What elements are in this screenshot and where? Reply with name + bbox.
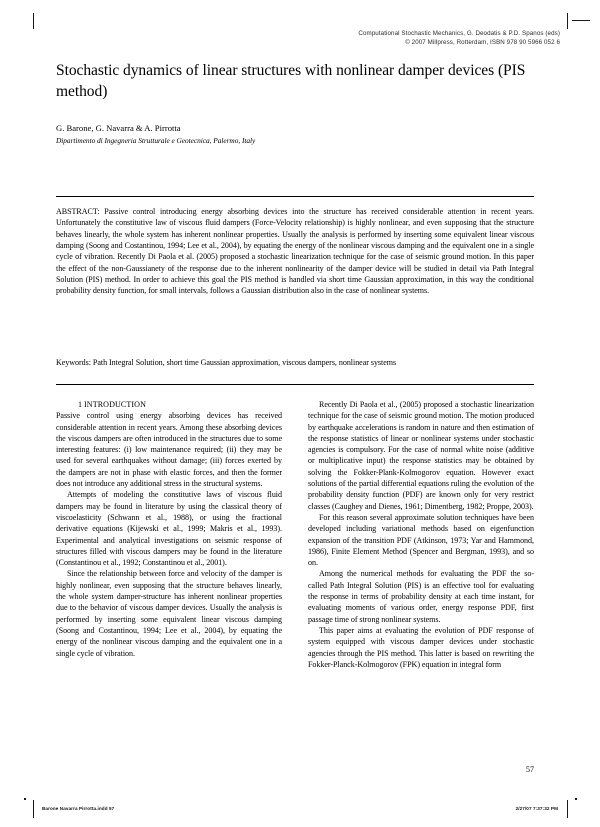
paragraph: This paper aims at evaluating the evolution of PDF response of system equipped with viscous damper devices under stochastic agencies through the PIS method. This latter is based on rewriting the Fokker-Planck-Kolmogorov (FPK) equation in integral form: [308, 625, 534, 669]
paragraph: Among the numerical methods for evaluating the PDF the so-called Path Integral Solution (PIS) is an effective tool for evaluating the response in terms of probability density at each time instant, for evaluating moments of various order, energy response PDF, first passage time of strong nonlinear systems.: [308, 569, 534, 624]
affiliation: Dipartimento di Ingegneria Strutturale e Geotecnica, Palermo, Italy: [56, 136, 256, 145]
abstract-rule-bottom: [56, 384, 534, 385]
section-number: 1: [78, 400, 83, 409]
crop-mark-dot-left: [24, 798, 26, 800]
page-title: Stochastic dynamics of linear structures with nonlinear damper devices (PIS method): [56, 62, 526, 100]
paragraph: For this reason several approximate solution techniques have been developed including variational methods based on eigenfunction expansion of the transition PDF (Atkinson, 1973; Yar and Hammond, 1986), Finite Element Method (Spencer and Bergman, 1993), and so on.: [308, 512, 534, 568]
body-columns: [56, 399, 534, 769]
section-title: INTRODUCTION: [84, 400, 146, 409]
author-block: [56, 122, 534, 146]
abstract-text: ABSTRACT: Passive control introducing energy absorbing devices into the structure has received considerable attention in recent years. Unfortunately the constitutive law of viscous fluid dampers (Force-Velocity relationship) is highly nonlinear, and even supposing that the structure behaves linearly, the whole system has inherent nonlinear properties. Usually the analysis is performed by inserting some equivalent linear viscous damping (Soong and Costantinou, 1994; Lee et al., 2004), by equating the energy of the nonlinear viscous damping and the equivalent one in a single cycle of vibration. Recently Di Paola et al. (2005) proposed a stochastic linearization technique for the case of seismic ground motion. In this paper the effect of the non-Gaussianety of the response due to the inherent nonlinearity of the damper device will be studied in detail via Path Integral Solution (PIS) method. In order to achieve this goal the PIS method is handled via short time Gaussian approximation, in this way the conditional probability density function, for small intervals, follows a Gaussian distribution also in the case of nonlinear systems.: [56, 207, 534, 296]
page-number: 57: [526, 765, 534, 774]
print-footer-timestamp: 2/27/07 7:37:32 PM: [515, 806, 558, 811]
section-heading: [56, 399, 282, 410]
running-head-line-1: Computational Stochastic Mechanics, G. Deodatis & P.D. Spanos (eds): [358, 30, 560, 37]
print-footer-filename: Barone Navarra Pirrotta.indd 57: [42, 806, 115, 811]
author-list: G. Barone, G. Navarra & A. Pirrotta: [56, 123, 181, 133]
crop-mark-top-left: [33, 13, 34, 29]
paragraph: Attempts of modeling the constitutive laws of viscous fluid dampers may be found in literature by using the classical theory of viscoelasticity (Schwann et al., 1988), or using the fractional derivative equations (Kijewski et al., 1999; Makris et al., 1993). Experimental and analytical investigations on seismic response of structures filled with viscous dampers may be found in the literature (Constantinou et al., 1992; Constantinou et al., 2001).: [56, 490, 282, 568]
column-left: [56, 399, 282, 769]
abstract-rule-top: [56, 196, 534, 197]
column-right: [308, 399, 534, 769]
keywords-text: Keywords: Path Integral Solution, short time Gaussian approximation, viscous dampers, nonlinear systems: [56, 358, 397, 367]
paragraph: Recently Di Paola et al., (2005) proposed a stochastic linearization technique for the case of seismic ground motion. The motion produced by earthquake accelerations is random in nature and then estimation of the response statistics of linear or nonlinear systems under stochastic agencies is compulsory. For the case of normal white noise (additive or multiplicative input) the response statistics may be obtained by solving the Fokker-Plank-Kolmogorov equation. However exact solutions of the partial differential equations ruling the evolution of the probability density function (PDF) are known only for very restrict classes (Caughey and Dienes, 1961; Dimentberg, 1982; Proppe, 2003).: [308, 400, 534, 511]
crop-mark-dot-right: [575, 798, 577, 800]
crop-mark-top-right-vertical: [567, 13, 568, 29]
paragraph: Passive control using energy absorbing devices has received considerable attention in recent years. Among these absorbing devices the viscous dampers are often introduced in the structures due to some interesting features: (i) low maintenance required; (ii) they may be used for several earthquakes without damage; (iii) forces exerted by the dampers are not in phase with elastic forces, and then the former does not introduce any additional stress in the structural systems.: [56, 411, 282, 489]
title-block: [56, 60, 534, 102]
print-footer: [40, 806, 560, 811]
crop-mark-bottom-left: [33, 800, 34, 818]
crop-mark-top-right-horizontal: [572, 20, 590, 21]
running-head-line-2: © 2007 Millpress, Rotterdam, ISBN 978 90 5966 052 6: [405, 38, 560, 46]
paragraph: Since the relationship between force and velocity of the damper is highly nonlinear, even supposing that the structure behaves linearly, the whole system damper-structure has inherent nonlinear properties due to the behavior of viscous damper devices. Usually the analysis is performed by inserting some equivalent linear viscous damping (Soong and Costantinou, 1994; Lee et al., 2004), by equating the energy of the nonlinear viscous damping and the equivalent one in a single cycle of vibration.: [56, 569, 282, 658]
running-head: [40, 30, 560, 47]
crop-mark-bottom-right: [567, 800, 568, 818]
